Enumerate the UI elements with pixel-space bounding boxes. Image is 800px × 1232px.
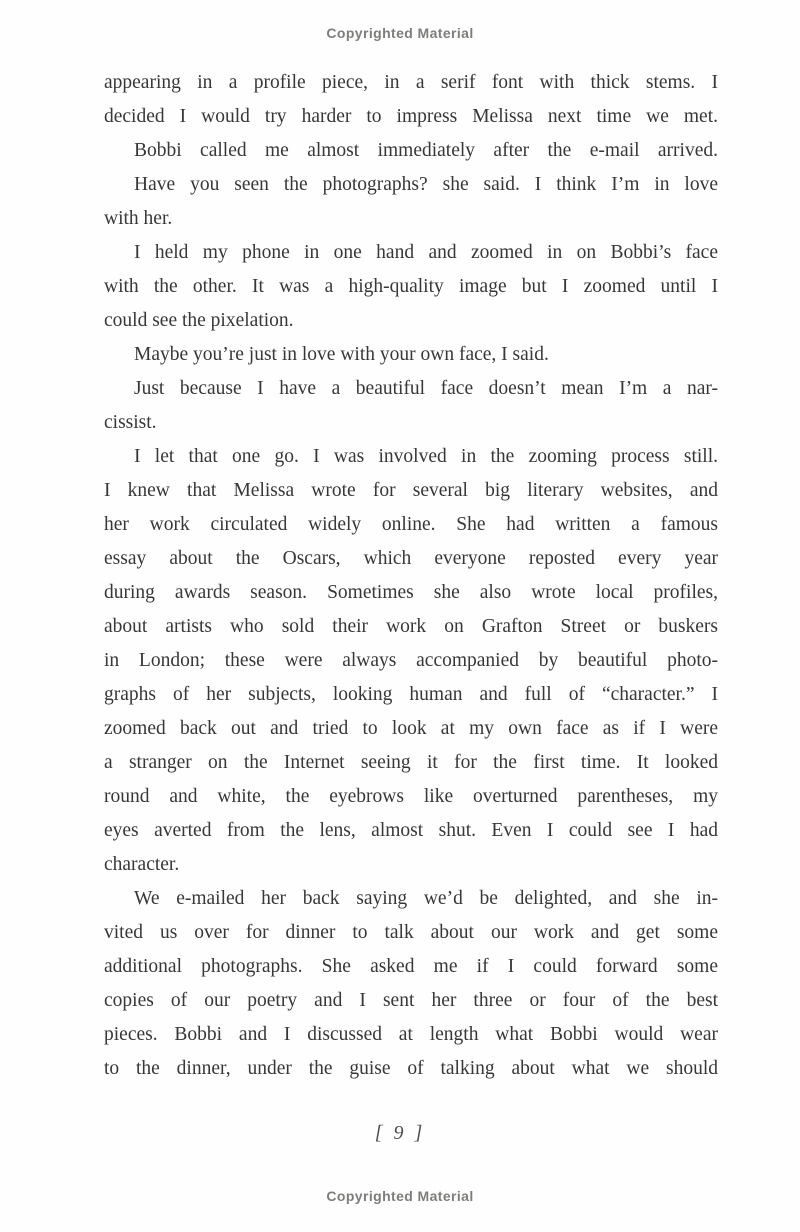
copyright-notice-top: Copyrighted Material	[326, 25, 474, 41]
text-line: to the dinner, under the guise of talking about what we should	[104, 1058, 718, 1079]
text-line: additional photographs. She asked me if I could forward some	[104, 956, 718, 977]
text-line: I held my phone in one hand and zoomed in on Bobbi’s face	[134, 242, 718, 263]
text-line: appearing in a profile piece, in a serif font with thick stems. I	[104, 72, 718, 93]
text-line: Have you seen the photographs? she said. I think I’m in love	[134, 174, 718, 195]
text-line: I let that one go. I was involved in the zooming process still.	[134, 446, 718, 467]
text-line: eyes averted from the lens, almost shut. Even I could see I had	[104, 820, 718, 841]
text-line: I knew that Melissa wrote for several big literary websites, and	[104, 480, 718, 501]
text-line: round and white, the eyebrows like overturned parentheses, my	[104, 786, 718, 807]
body-text	[104, 66, 718, 1086]
text-line: with her.	[104, 208, 173, 229]
text-line: vited us over for dinner to talk about our work and get some	[104, 922, 718, 943]
text-line: graphs of her subjects, looking human and full of “character.” I	[104, 684, 718, 705]
text-line: cissist.	[104, 412, 157, 433]
text-line: character.	[104, 854, 180, 875]
text-line: a stranger on the Internet seeing it for the first time. It looked	[104, 752, 718, 773]
text-line: her work circulated widely online. She had written a famous	[104, 514, 718, 535]
text-line: Maybe you’re just in love with your own face, I said.	[134, 344, 549, 365]
text-line: could see the pixelation.	[104, 310, 294, 331]
text-line: copies of our poetry and I sent her three or four of the best	[104, 990, 718, 1011]
text-line: pieces. Bobbi and I discussed at length what Bobbi would wear	[104, 1024, 718, 1045]
text-line: in London; these were always accompanied by beautiful photo-	[104, 650, 718, 671]
text-line: essay about the Oscars, which everyone reposted every year	[104, 548, 718, 569]
text-line: Bobbi called me almost immediately after the e-mail arrived.	[134, 140, 718, 161]
text-line: during awards season. Sometimes she also wrote local profiles,	[104, 582, 718, 603]
text-line: with the other. It was a high-quality image but I zoomed until I	[104, 276, 718, 297]
text-line: We e-mailed her back saying we’d be delighted, and she in-	[134, 888, 718, 909]
text-line: Just because I have a beautiful face doesn’t mean I’m a nar-	[134, 378, 718, 399]
text-line: about artists who sold their work on Grafton Street or buskers	[104, 616, 718, 637]
page-number: [ 9 ]	[374, 1122, 426, 1144]
text-line: zoomed back out and tried to look at my own face as if I were	[104, 718, 718, 739]
copyright-notice-bottom: Copyrighted Material	[326, 1188, 474, 1204]
text-line: decided I would try harder to impress Melissa next time we met.	[104, 106, 718, 127]
